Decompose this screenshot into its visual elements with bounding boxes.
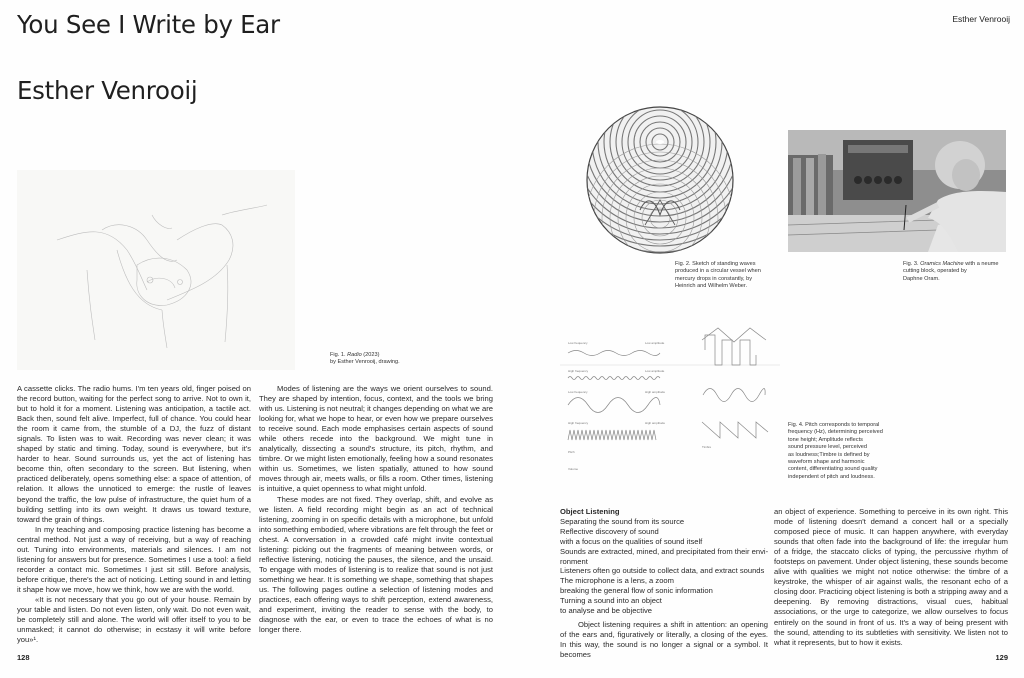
article-author: Esther Venrooij (17, 76, 198, 105)
diagram-label-volume: Volume (568, 467, 579, 471)
left-column-1 (17, 384, 251, 645)
diagram-label: Low amplitude (645, 369, 665, 373)
diagram-label: Low frequency (568, 341, 588, 345)
figure-2-caption: Fig. 2. Sketch of standing waves produced in a circular vessel when mercury drops in constantly, by Heinrich and Wilhelm Weber. (675, 261, 761, 290)
standing-waves-sketch (585, 100, 735, 260)
figure-1-caption: Fig. 1. Radio (2023) by Esther Venrooij, drawing. (330, 352, 400, 366)
list-line: ronment (560, 556, 588, 566)
paragraph: Object listening requires a shift in attention: an opening of the ears and, figuratively or literally, a closing of the eyes. In this way, the sound is no longer a signal or a symbol. It becomes (560, 620, 768, 660)
diagram-label: High frequency (568, 369, 589, 373)
figure-4-sound-waves-diagram (560, 320, 780, 495)
diagram-label: High frequency (568, 421, 589, 425)
list-line: The microphone is a lens, a zoom (560, 576, 674, 586)
paragraph: A cassette clicks. The radio hums. I'm ten years old, finger poised on the record button, waiting for the perfect song to arrive. Not to own it, but to hold it for a moment. Listening was anticipation, a tactile act. Back then, sound felt alive. Imperfect, full of chance. You could hear the room it came from, the stumble of a DJ, the fuzz of distant signals. To listen was to wait. Recording was never clean; it was shaped by static and timing. Today, sound is everywhere, but it's harder to hear. Sound surrounds us, yet the act of listening has become thin, often secondary to the screen. But listening, when practiced deliberately, opens something else: a space of attention, of relation. It allows the unnoticed to emerge: the rustle of leaves beyond the traffic, the low pulse of infrastructure, the quiet hum of a building settling into its own weight. It draws us toward texture, toward the grain of things. (17, 384, 251, 524)
figure-1-radio-drawing (17, 170, 295, 370)
page-number-left: 128 (17, 653, 30, 662)
oramics-machine-photo (788, 130, 1006, 252)
diagram-label: Low frequency (568, 390, 588, 394)
list-line: to analyse and be objective (560, 606, 653, 616)
figure-2-standing-waves (585, 100, 735, 260)
right-column-1-paragraph (560, 620, 768, 660)
list-line: Turning a sound into an object (560, 596, 662, 606)
list-line: Sounds are extracted, mined, and precipitated from their envi- (560, 546, 769, 556)
paragraph: These modes are not fixed. They overlap, shift, and evolve as we listen. A field recording might begin as an act of technical listening, zooming in on specific details with a microphone, but unfold into something embodied, where vibrations are felt through the feet or chest. A conversation in a crowded café might invite contextual listening: picking out the fragments of meaning between words, or reflective listening, noticing the pauses, the silence, and the unsaid. To engage with modes of listening is to realize that sound is not just something we hear. It is something we shape, something that shapes us. The following pages outline a selection of listening modes and practices, each offering ways to shift perception, extend awareness, and experiment, inviting the reader to sense with the body, to diagnose with the ear, or even to trace the echoes of what is no longer there. (259, 494, 493, 635)
diagram-label: Low amplitude (645, 341, 665, 345)
diagram-label-timbre: Timbre (702, 445, 712, 449)
right-column-2 (774, 507, 1008, 648)
object-listening-list (560, 507, 775, 616)
running-head: Esther Venrooij (952, 14, 1010, 24)
paragraph: an object of experience. Something to perceive in its own right. This mode of listening doesn't demand a concert hall or a specially composed piece of music. It can happen anywhere, with everyday sounds that often fade into the background of life: the irregular hum of a fridge, the staccato clicks of typing, the percussive rhythm of footsteps on pavement. Under object listening, these sounds become alive with qualities we might not notice otherwise: the timbre of a keystroke, the whisper of air against walls, the resonant echo of a closing door. Practicing object listening is both a stripping away and a deepening. By removing distractions, visual cues, habitual associations, or the urge to categorize, we allow ourselves to focus entirely on the sound in front of us. It's a way of being present with the sound, attending to its subtleties with sensitivity. We listen not to what it represents, but to how it exists. (774, 507, 1008, 647)
diagram-label: High amplitude (645, 390, 666, 394)
list-line: Listeners often go outside to collect data, and extract sounds (560, 566, 765, 576)
paragraph: Modes of listening are the ways we orient ourselves to sound. They are shaped by intention, focus, context, and the tools we bring with us. Listening is not neutral; it changes depending on what we are looking for, what we hope to hear, or even how we prepare ourselves to receive sound. Each mode emphasises certain aspects of sound while others recede into the background. We might tune in analytically, dissecting a sound's structure, its pitch, rhythm, and timbre. Or we might listen emotionally, feeling how a sound resonates within us. Sometimes, we listen spatially, attuned to how sound moves through air, meets walls, or fills a room. Other times, listening is intuitive, a quiet openness to what might unfold. (259, 384, 493, 494)
waveform-diagram (560, 320, 780, 495)
paragraph: In my teaching and composing practice listening has become a central method. Not just a way of receiving, but a way of reaching out. Tuning into environments, materials and silences. I am not listening for answers but for presence. Sometimes I use a tool: a field recorder a contact mic. Sometimes I just sit still. Before analysis, before critique, there's the act of noticing. Letting sound in and letting it shape how we move, how we think, how we are with the world. (17, 524, 251, 594)
figure-3-oramics-machine-photo (788, 130, 1006, 252)
list-line: Reflective discovery of sound (560, 526, 659, 536)
page-number-right: 129 (995, 653, 1008, 662)
radio-drawing-illustration (17, 170, 295, 370)
figure-4-caption: Fig. 4. Pitch corresponds to temporal frequency (Hz), determining perceived tone height; Amplitude reflects sound pressure level, perceived as loudness;Timbre is defined by waveform shape and harmonic content, differentiating sound quality independent of pitch and loudness. (788, 422, 883, 480)
diagram-label: High amplitude (645, 421, 666, 425)
list-line: with a focus on the qualities of sound itself (560, 536, 703, 546)
figure-3-caption: Fig. 3. Oramics Machine with a neume cutting block, operated by Daphne Oram. (903, 261, 999, 282)
list-line: Separating the sound from its source (560, 516, 685, 526)
section-heading: Object Listening (560, 507, 620, 516)
quote-paragraph: «It is not necessary that you go out of your house. Remain by your table and listen. Do not even listen, only wait. Do not even wait, be completely still and alone. The world will offer itself to you to be unmasked; it cannot do otherwise; in ecstasy it will write before you»¹. (17, 594, 251, 645)
article-title: You See I Write by Ear (17, 10, 280, 39)
left-column-2 (259, 384, 493, 635)
list-line: breaking the general flow of sonic information (560, 586, 713, 596)
diagram-label-pitch: Pitch (568, 450, 575, 454)
